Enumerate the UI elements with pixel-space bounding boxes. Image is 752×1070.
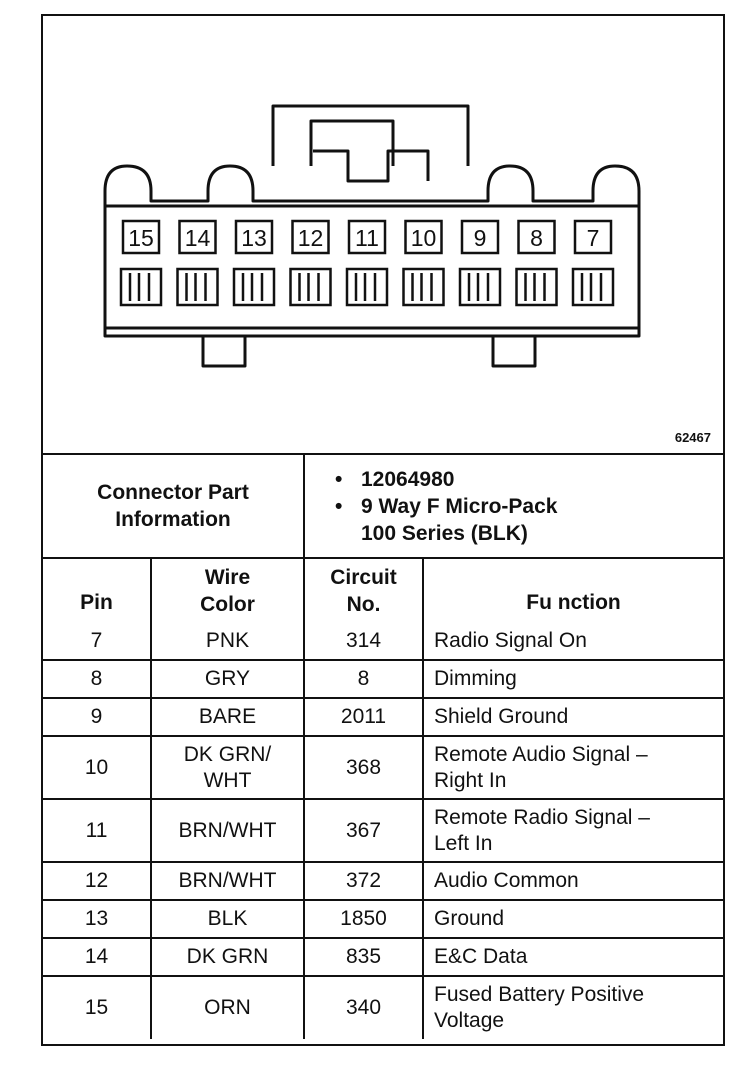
wire-color-cell bbox=[151, 622, 304, 660]
function-text: Remote Audio Signal – bbox=[434, 742, 648, 766]
wire-color-text: BRN/WHT bbox=[178, 869, 277, 892]
circuit-cell: 314 bbox=[304, 622, 423, 660]
pin-label-11: 11 bbox=[355, 225, 379, 251]
function-text: Dimming bbox=[434, 667, 517, 690]
header-wire-color-line1: Wire bbox=[204, 565, 251, 589]
function-cell bbox=[423, 622, 723, 660]
terminal-cavity-15 bbox=[121, 269, 161, 305]
pin-cell: 15 bbox=[43, 976, 151, 1039]
wire-color-cell bbox=[151, 799, 304, 862]
terminal-cavity-14 bbox=[178, 269, 218, 305]
circuit-cell: 8 bbox=[304, 660, 423, 698]
circuit-cell: 1850 bbox=[304, 900, 423, 938]
terminal-cavity-7 bbox=[573, 269, 613, 305]
circuit-cell: 372 bbox=[304, 862, 423, 900]
part-number: • 12064980 bbox=[335, 466, 717, 493]
pin-label-15: 15 bbox=[128, 225, 154, 251]
function-cell bbox=[423, 799, 723, 862]
circuit-cell: 368 bbox=[304, 736, 423, 799]
circuit-cell: 2011 bbox=[304, 698, 423, 736]
wire-color-cell bbox=[151, 938, 304, 976]
wire-color-text: DK GRN/ bbox=[183, 742, 272, 766]
part-info-row bbox=[43, 455, 723, 558]
pin-label-14: 14 bbox=[184, 225, 211, 251]
pin-label-7: 7 bbox=[586, 225, 600, 251]
circuit-cell: 367 bbox=[304, 799, 423, 862]
wire-color-cell bbox=[151, 736, 304, 799]
function-text: Right In bbox=[434, 768, 507, 792]
table-row bbox=[43, 862, 723, 900]
wire-color-cell bbox=[151, 900, 304, 938]
pin-cell: 11 bbox=[43, 799, 151, 862]
function-cell bbox=[423, 736, 723, 799]
header-circuit-line2: No. bbox=[346, 592, 381, 616]
terminal-cavity-11 bbox=[347, 269, 387, 305]
table-row bbox=[43, 660, 723, 698]
wire-color-text: WHT bbox=[203, 768, 252, 792]
function-text: Remote Radio Signal – bbox=[434, 805, 650, 829]
header-circuit bbox=[304, 558, 423, 622]
part-description-line1: • 9 Way F Micro-Pack bbox=[361, 494, 558, 518]
connector-document bbox=[41, 14, 725, 1046]
table-row bbox=[43, 622, 723, 660]
function-text: Fused Battery Positive bbox=[434, 983, 645, 1006]
terminal-cavity-10 bbox=[404, 269, 444, 305]
wire-color-text: PNK bbox=[205, 628, 250, 652]
table-row bbox=[43, 799, 723, 862]
connector-drawing bbox=[43, 16, 723, 453]
wire-color-text: BARE bbox=[198, 705, 257, 728]
pin-cell: 14 bbox=[43, 938, 151, 976]
table-body bbox=[43, 622, 723, 1039]
header-function: Fu nction bbox=[423, 558, 723, 622]
pin-cell: 10 bbox=[43, 736, 151, 799]
connector-table bbox=[43, 455, 723, 1039]
pin-cell: 8 bbox=[43, 660, 151, 698]
wire-color-cell bbox=[151, 976, 304, 1039]
wire-color-text: BLK bbox=[207, 907, 248, 930]
pin-cell: 7 bbox=[43, 622, 151, 660]
table-row bbox=[43, 736, 723, 799]
function-text: E&C Data bbox=[434, 945, 528, 968]
terminal-cavity-8 bbox=[517, 269, 557, 305]
wire-color-text: ORN bbox=[204, 996, 251, 1019]
function-text: Left In bbox=[434, 831, 493, 855]
pin-cell: 9 bbox=[43, 698, 151, 736]
function-text: Audio Common bbox=[434, 869, 579, 892]
part-info-label-line2: Information bbox=[115, 508, 231, 531]
table-row bbox=[43, 938, 723, 976]
figure-id: 62467 bbox=[674, 430, 711, 445]
part-description-line2: 100 Series (BLK) bbox=[361, 521, 528, 545]
circuit-cell: 835 bbox=[304, 938, 423, 976]
wire-color-text: DK GRN bbox=[186, 945, 269, 968]
function-text: Radio Signal On bbox=[434, 628, 587, 652]
pin-cell: 12 bbox=[43, 862, 151, 900]
table-row bbox=[43, 698, 723, 736]
part-description bbox=[335, 493, 717, 547]
table-row bbox=[43, 976, 723, 1039]
connector-diagram bbox=[43, 16, 723, 455]
header-row bbox=[43, 558, 723, 622]
header-circuit-line1: Circuit bbox=[330, 565, 397, 589]
terminal-cavity-13 bbox=[234, 269, 274, 305]
wire-color-cell bbox=[151, 660, 304, 698]
header-wire-color bbox=[151, 558, 304, 622]
pin-label-13: 13 bbox=[241, 225, 267, 251]
pin-cell: 13 bbox=[43, 900, 151, 938]
table-row bbox=[43, 900, 723, 938]
wire-color-text: BRN/WHT bbox=[178, 818, 277, 842]
terminal-cavity-12 bbox=[291, 269, 331, 305]
pin-label-12: 12 bbox=[297, 225, 324, 251]
function-cell bbox=[423, 938, 723, 976]
pin-label-8: 8 bbox=[530, 225, 543, 251]
pin-label-10: 10 bbox=[410, 225, 437, 251]
part-info-label bbox=[43, 455, 304, 558]
circuit-cell: 340 bbox=[304, 976, 423, 1039]
function-cell bbox=[423, 976, 723, 1039]
function-text: Shield Ground bbox=[434, 705, 569, 728]
wire-color-cell bbox=[151, 698, 304, 736]
function-cell bbox=[423, 660, 723, 698]
part-info-label-line1: Connector Part bbox=[97, 481, 249, 504]
wire-color-cell bbox=[151, 862, 304, 900]
function-text: Ground bbox=[434, 907, 505, 930]
function-text: Voltage bbox=[434, 1009, 505, 1032]
pin-label-9: 9 bbox=[473, 225, 487, 251]
terminal-cavity-9 bbox=[460, 269, 500, 305]
wire-color-text: GRY bbox=[204, 667, 251, 690]
function-cell bbox=[423, 698, 723, 736]
header-pin: Pin bbox=[43, 558, 151, 622]
function-cell bbox=[423, 862, 723, 900]
function-cell bbox=[423, 900, 723, 938]
header-wire-color-line2: Color bbox=[200, 592, 255, 616]
part-info-list bbox=[304, 455, 723, 558]
